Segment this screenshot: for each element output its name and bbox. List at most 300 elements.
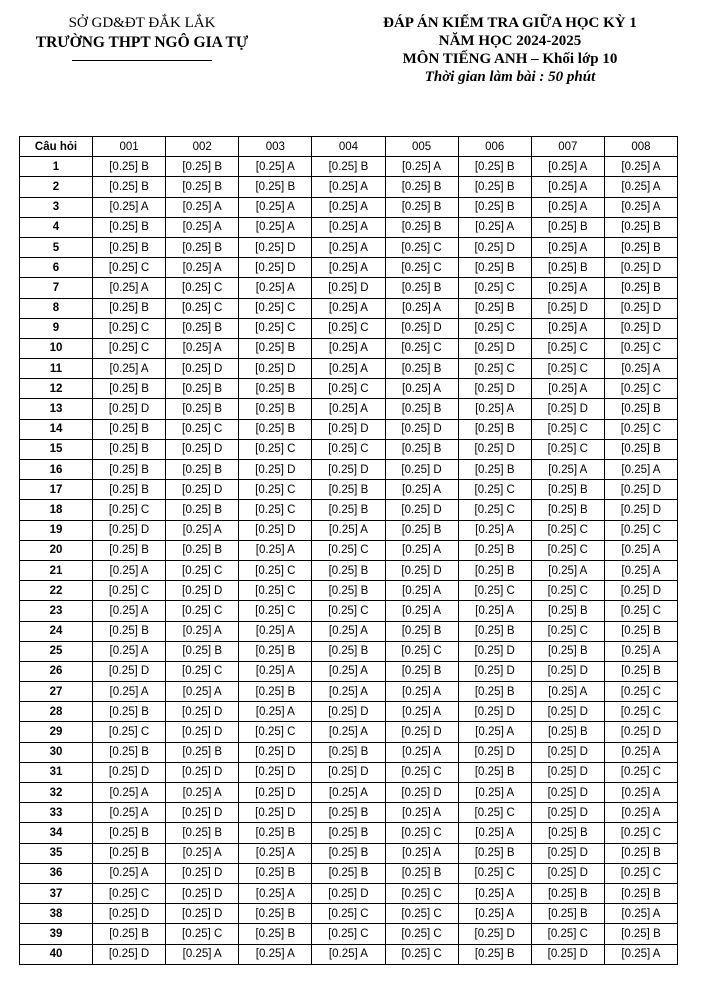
answer-cell: [0.25] C bbox=[93, 883, 166, 903]
answer-cell: [0.25] A bbox=[239, 540, 312, 560]
answer-cell: [0.25] D bbox=[312, 702, 385, 722]
answer-cell: [0.25] B bbox=[312, 581, 385, 601]
exam-code-header: 003 bbox=[239, 137, 312, 157]
answer-cell: [0.25] C bbox=[93, 338, 166, 358]
answer-cell: [0.25] B bbox=[385, 399, 458, 419]
answer-cell: [0.25] A bbox=[166, 217, 239, 237]
answer-cell: [0.25] C bbox=[166, 601, 239, 621]
answer-cell: [0.25] A bbox=[604, 803, 677, 823]
answer-cell: [0.25] A bbox=[531, 460, 604, 480]
question-number: 4 bbox=[20, 217, 93, 237]
answer-cell: [0.25] C bbox=[458, 278, 531, 298]
table-row bbox=[20, 944, 678, 964]
table-row bbox=[20, 762, 678, 782]
answer-cell: [0.25] D bbox=[458, 641, 531, 661]
answer-cell: [0.25] C bbox=[385, 924, 458, 944]
answer-cell: [0.25] C bbox=[531, 621, 604, 641]
answer-cell: [0.25] B bbox=[312, 480, 385, 500]
question-number: 37 bbox=[20, 883, 93, 903]
exam-code-header: 008 bbox=[604, 137, 677, 157]
answer-cell: [0.25] A bbox=[604, 540, 677, 560]
answer-cell: [0.25] B bbox=[312, 641, 385, 661]
answer-cell: [0.25] A bbox=[93, 641, 166, 661]
answer-cell: [0.25] B bbox=[312, 843, 385, 863]
answer-cell: [0.25] A bbox=[531, 379, 604, 399]
answer-cell: [0.25] D bbox=[604, 298, 677, 318]
answer-cell: [0.25] B bbox=[458, 621, 531, 641]
table-row bbox=[20, 803, 678, 823]
answer-cell: [0.25] D bbox=[531, 399, 604, 419]
answer-cell: [0.25] B bbox=[166, 823, 239, 843]
answer-cell: [0.25] A bbox=[604, 157, 677, 177]
answer-cell: [0.25] C bbox=[239, 298, 312, 318]
answer-cell: [0.25] A bbox=[166, 621, 239, 641]
answer-cell: [0.25] D bbox=[385, 419, 458, 439]
answer-cell: [0.25] B bbox=[531, 904, 604, 924]
answer-cell: [0.25] B bbox=[93, 823, 166, 843]
answer-cell: [0.25] B bbox=[531, 601, 604, 621]
answer-cell: [0.25] D bbox=[166, 904, 239, 924]
table-row bbox=[20, 298, 678, 318]
table-row bbox=[20, 157, 678, 177]
answer-cell: [0.25] B bbox=[458, 197, 531, 217]
answer-cell: [0.25] B bbox=[458, 762, 531, 782]
question-number: 14 bbox=[20, 419, 93, 439]
answer-cell: [0.25] A bbox=[312, 621, 385, 641]
answer-cell: [0.25] C bbox=[239, 318, 312, 338]
answer-cell: [0.25] C bbox=[312, 540, 385, 560]
answer-cell: [0.25] A bbox=[166, 682, 239, 702]
answer-cell: [0.25] B bbox=[93, 540, 166, 560]
answer-cell: [0.25] B bbox=[166, 460, 239, 480]
question-number: 25 bbox=[20, 641, 93, 661]
answer-cell: [0.25] C bbox=[312, 601, 385, 621]
table-row bbox=[20, 177, 678, 197]
answer-cell: [0.25] C bbox=[385, 762, 458, 782]
answer-cell: [0.25] A bbox=[312, 237, 385, 257]
table-row bbox=[20, 560, 678, 580]
answer-cell: [0.25] B bbox=[93, 742, 166, 762]
answer-cell: [0.25] A bbox=[458, 883, 531, 903]
answer-cell: [0.25] B bbox=[531, 722, 604, 742]
question-number: 7 bbox=[20, 278, 93, 298]
answer-cell: [0.25] B bbox=[604, 621, 677, 641]
answer-cell: [0.25] B bbox=[458, 560, 531, 580]
question-number: 29 bbox=[20, 722, 93, 742]
answer-cell: [0.25] D bbox=[239, 762, 312, 782]
answer-cell: [0.25] D bbox=[604, 500, 677, 520]
answer-cell: [0.25] A bbox=[604, 944, 677, 964]
answer-cell: [0.25] B bbox=[531, 480, 604, 500]
answer-cell: [0.25] B bbox=[93, 217, 166, 237]
answer-cell: [0.25] A bbox=[239, 883, 312, 903]
exam-code-header: 004 bbox=[312, 137, 385, 157]
answer-cell: [0.25] A bbox=[239, 702, 312, 722]
answer-cell: [0.25] B bbox=[239, 823, 312, 843]
answer-cell: [0.25] D bbox=[604, 581, 677, 601]
table-row bbox=[20, 480, 678, 500]
table-row bbox=[20, 823, 678, 843]
answer-cell: [0.25] D bbox=[312, 762, 385, 782]
answer-cell: [0.25] A bbox=[458, 823, 531, 843]
answer-cell: [0.25] A bbox=[93, 601, 166, 621]
table-row bbox=[20, 399, 678, 419]
answer-cell: [0.25] A bbox=[93, 783, 166, 803]
answer-cell: [0.25] A bbox=[166, 338, 239, 358]
answer-cell: [0.25] D bbox=[166, 803, 239, 823]
table-row bbox=[20, 702, 678, 722]
answer-cell: [0.25] C bbox=[604, 601, 677, 621]
answer-cell: [0.25] B bbox=[312, 863, 385, 883]
answer-cell: [0.25] A bbox=[93, 682, 166, 702]
answer-cell: [0.25] A bbox=[385, 480, 458, 500]
answer-cell: [0.25] A bbox=[385, 682, 458, 702]
answer-cell: [0.25] D bbox=[531, 863, 604, 883]
answer-cell: [0.25] C bbox=[312, 379, 385, 399]
table-row bbox=[20, 661, 678, 681]
answer-cell: [0.25] A bbox=[312, 338, 385, 358]
answer-cell: [0.25] D bbox=[239, 742, 312, 762]
answer-cell: [0.25] D bbox=[604, 480, 677, 500]
question-number: 6 bbox=[20, 258, 93, 278]
answer-cell: [0.25] D bbox=[531, 762, 604, 782]
answer-cell: [0.25] B bbox=[93, 460, 166, 480]
answer-cell: [0.25] D bbox=[458, 742, 531, 762]
answer-cell: [0.25] B bbox=[239, 177, 312, 197]
answer-cell: [0.25] C bbox=[531, 419, 604, 439]
header-divider bbox=[72, 60, 212, 61]
answer-cell: [0.25] A bbox=[239, 197, 312, 217]
answer-cell: [0.25] C bbox=[458, 318, 531, 338]
answer-cell: [0.25] A bbox=[385, 581, 458, 601]
answer-cell: [0.25] C bbox=[166, 924, 239, 944]
answer-cell: [0.25] C bbox=[312, 904, 385, 924]
question-number: 35 bbox=[20, 843, 93, 863]
answer-cell: [0.25] B bbox=[458, 682, 531, 702]
answer-cell: [0.25] C bbox=[93, 500, 166, 520]
answer-cell: [0.25] D bbox=[312, 419, 385, 439]
answer-cell: [0.25] B bbox=[604, 924, 677, 944]
table-row bbox=[20, 460, 678, 480]
question-number: 38 bbox=[20, 904, 93, 924]
answer-cell: [0.25] A bbox=[604, 904, 677, 924]
answer-cell: [0.25] A bbox=[312, 682, 385, 702]
answer-cell: [0.25] A bbox=[385, 157, 458, 177]
table-row bbox=[20, 500, 678, 520]
table-row bbox=[20, 258, 678, 278]
exam-code-header: 006 bbox=[458, 137, 531, 157]
answer-cell: [0.25] D bbox=[312, 460, 385, 480]
table-row bbox=[20, 904, 678, 924]
answer-cell: [0.25] A bbox=[531, 318, 604, 338]
answer-cell: [0.25] A bbox=[93, 863, 166, 883]
answer-cell: [0.25] D bbox=[604, 258, 677, 278]
answer-cell: [0.25] C bbox=[604, 823, 677, 843]
answer-cell: [0.25] D bbox=[93, 520, 166, 540]
table-row bbox=[20, 439, 678, 459]
answer-cell: [0.25] A bbox=[312, 783, 385, 803]
question-number: 30 bbox=[20, 742, 93, 762]
answer-cell: [0.25] B bbox=[458, 460, 531, 480]
answer-cell: [0.25] C bbox=[531, 338, 604, 358]
answer-cell: [0.25] A bbox=[166, 843, 239, 863]
answer-cell: [0.25] C bbox=[166, 298, 239, 318]
answer-cell: [0.25] C bbox=[458, 500, 531, 520]
answer-cell: [0.25] D bbox=[93, 904, 166, 924]
answer-cell: [0.25] B bbox=[166, 641, 239, 661]
answer-cell: [0.25] D bbox=[458, 661, 531, 681]
answer-cell: [0.25] D bbox=[458, 702, 531, 722]
answer-cell: [0.25] C bbox=[604, 419, 677, 439]
answer-cell: [0.25] B bbox=[239, 924, 312, 944]
answer-cell: [0.25] A bbox=[385, 298, 458, 318]
question-number: 18 bbox=[20, 500, 93, 520]
question-number: 16 bbox=[20, 460, 93, 480]
question-number: 3 bbox=[20, 197, 93, 217]
answer-cell: [0.25] B bbox=[239, 904, 312, 924]
answer-cell: [0.25] B bbox=[385, 439, 458, 459]
answer-cell: [0.25] D bbox=[604, 318, 677, 338]
question-number: 40 bbox=[20, 944, 93, 964]
question-number: 20 bbox=[20, 540, 93, 560]
answer-cell: [0.25] C bbox=[531, 359, 604, 379]
answer-cell: [0.25] A bbox=[166, 520, 239, 540]
answer-cell: [0.25] B bbox=[93, 621, 166, 641]
answer-cell: [0.25] B bbox=[166, 318, 239, 338]
answer-cell: [0.25] C bbox=[604, 520, 677, 540]
question-number: 24 bbox=[20, 621, 93, 641]
answer-cell: [0.25] A bbox=[604, 742, 677, 762]
answer-cell: [0.25] D bbox=[166, 581, 239, 601]
question-number: 39 bbox=[20, 924, 93, 944]
question-number: 22 bbox=[20, 581, 93, 601]
answer-cell: [0.25] A bbox=[166, 197, 239, 217]
answer-cell: [0.25] B bbox=[166, 399, 239, 419]
answer-cell: [0.25] C bbox=[458, 581, 531, 601]
answer-cell: [0.25] B bbox=[166, 742, 239, 762]
answer-cell: [0.25] B bbox=[531, 217, 604, 237]
answer-cell: [0.25] B bbox=[93, 924, 166, 944]
answer-cell: [0.25] A bbox=[604, 783, 677, 803]
answer-cell: [0.25] D bbox=[166, 480, 239, 500]
answer-cell: [0.25] A bbox=[312, 944, 385, 964]
answer-key-table bbox=[19, 136, 678, 965]
answer-cell: [0.25] C bbox=[531, 439, 604, 459]
answer-cell: [0.25] C bbox=[166, 419, 239, 439]
answer-cell: [0.25] D bbox=[458, 338, 531, 358]
answer-cell: [0.25] C bbox=[166, 278, 239, 298]
answer-cell: [0.25] A bbox=[458, 520, 531, 540]
answer-cell: [0.25] C bbox=[604, 702, 677, 722]
question-number: 17 bbox=[20, 480, 93, 500]
answer-cell: [0.25] D bbox=[312, 883, 385, 903]
answer-cell: [0.25] A bbox=[385, 803, 458, 823]
answer-cell: [0.25] A bbox=[312, 520, 385, 540]
answer-cell: [0.25] D bbox=[93, 399, 166, 419]
table-row bbox=[20, 318, 678, 338]
answer-cell: [0.25] B bbox=[312, 157, 385, 177]
answer-cell: [0.25] B bbox=[93, 379, 166, 399]
answer-cell: [0.25] A bbox=[239, 843, 312, 863]
question-number: 15 bbox=[20, 439, 93, 459]
table-row bbox=[20, 359, 678, 379]
exam-header bbox=[345, 14, 675, 86]
answer-cell: [0.25] B bbox=[93, 419, 166, 439]
answer-cell: [0.25] C bbox=[239, 439, 312, 459]
table-row bbox=[20, 843, 678, 863]
answer-cell: [0.25] B bbox=[531, 883, 604, 903]
answer-cell: [0.25] A bbox=[531, 682, 604, 702]
table-row bbox=[20, 863, 678, 883]
answer-cell: [0.25] B bbox=[604, 439, 677, 459]
answer-cell: [0.25] B bbox=[604, 278, 677, 298]
answer-cell: [0.25] A bbox=[458, 783, 531, 803]
answer-cell: [0.25] C bbox=[166, 661, 239, 681]
answer-cell: [0.25] B bbox=[458, 419, 531, 439]
question-number: 19 bbox=[20, 520, 93, 540]
answer-cell: [0.25] C bbox=[239, 560, 312, 580]
answer-cell: [0.25] B bbox=[239, 682, 312, 702]
answer-cell: [0.25] C bbox=[385, 823, 458, 843]
answer-cell: [0.25] D bbox=[531, 702, 604, 722]
answer-cell: [0.25] A bbox=[93, 560, 166, 580]
answer-cell: [0.25] C bbox=[239, 601, 312, 621]
answer-cell: [0.25] D bbox=[93, 661, 166, 681]
answer-cell: [0.25] D bbox=[166, 762, 239, 782]
answer-cell: [0.25] C bbox=[385, 883, 458, 903]
answer-cell: [0.25] B bbox=[93, 439, 166, 459]
answer-cell: [0.25] A bbox=[458, 904, 531, 924]
answer-cell: [0.25] C bbox=[604, 379, 677, 399]
answer-cell: [0.25] D bbox=[458, 439, 531, 459]
answer-cell: [0.25] A bbox=[239, 661, 312, 681]
answer-cell: [0.25] B bbox=[93, 480, 166, 500]
answer-cell: [0.25] B bbox=[385, 177, 458, 197]
answer-cell: [0.25] A bbox=[312, 399, 385, 419]
question-number: 9 bbox=[20, 318, 93, 338]
answer-cell: [0.25] B bbox=[458, 540, 531, 560]
answer-cell: [0.25] B bbox=[531, 500, 604, 520]
answer-cell: [0.25] A bbox=[312, 722, 385, 742]
answer-cell: [0.25] C bbox=[93, 722, 166, 742]
table-row bbox=[20, 520, 678, 540]
question-number: 36 bbox=[20, 863, 93, 883]
answer-cell: [0.25] C bbox=[385, 237, 458, 257]
exam-code-header: 002 bbox=[166, 137, 239, 157]
question-column-header: Câu hỏi bbox=[20, 137, 93, 157]
table-row bbox=[20, 338, 678, 358]
answer-cell: [0.25] B bbox=[385, 197, 458, 217]
answer-cell: [0.25] A bbox=[166, 258, 239, 278]
answer-cell: [0.25] C bbox=[458, 359, 531, 379]
answer-rows bbox=[20, 157, 678, 965]
answer-cell: [0.25] A bbox=[312, 661, 385, 681]
answer-cell: [0.25] B bbox=[458, 944, 531, 964]
table-row bbox=[20, 278, 678, 298]
answer-cell: [0.25] A bbox=[531, 197, 604, 217]
answer-cell: [0.25] A bbox=[458, 217, 531, 237]
table-row bbox=[20, 621, 678, 641]
answer-cell: [0.25] D bbox=[239, 783, 312, 803]
answer-cell: [0.25] B bbox=[604, 217, 677, 237]
answer-cell: [0.25] C bbox=[385, 904, 458, 924]
table-row bbox=[20, 742, 678, 762]
answer-cell: [0.25] D bbox=[531, 298, 604, 318]
answer-cell: [0.25] A bbox=[166, 783, 239, 803]
answer-cell: [0.25] D bbox=[239, 359, 312, 379]
table-row bbox=[20, 379, 678, 399]
answer-cell: [0.25] D bbox=[531, 661, 604, 681]
answer-cell: [0.25] B bbox=[604, 661, 677, 681]
answer-cell: [0.25] B bbox=[604, 843, 677, 863]
table-row bbox=[20, 682, 678, 702]
question-number: 21 bbox=[20, 560, 93, 580]
answer-cell: [0.25] B bbox=[458, 298, 531, 318]
answer-cell: [0.25] B bbox=[312, 560, 385, 580]
answer-cell: [0.25] D bbox=[239, 520, 312, 540]
answer-cell: [0.25] A bbox=[93, 359, 166, 379]
question-number: 10 bbox=[20, 338, 93, 358]
answer-cell: [0.25] C bbox=[93, 318, 166, 338]
answer-cell: [0.25] D bbox=[166, 702, 239, 722]
answer-cell: [0.25] B bbox=[312, 500, 385, 520]
answer-cell: [0.25] B bbox=[385, 520, 458, 540]
answer-cell: [0.25] A bbox=[458, 399, 531, 419]
table-row bbox=[20, 722, 678, 742]
answer-cell: [0.25] C bbox=[385, 944, 458, 964]
answer-cell: [0.25] C bbox=[458, 480, 531, 500]
answer-cell: [0.25] C bbox=[239, 581, 312, 601]
answer-cell: [0.25] A bbox=[312, 359, 385, 379]
answer-cell: [0.25] D bbox=[458, 924, 531, 944]
answer-cell: [0.25] D bbox=[604, 722, 677, 742]
exam-title: ĐÁP ÁN KIỂM TRA GIỮA HỌC KỲ 1 bbox=[383, 15, 637, 31]
answer-cell: [0.25] D bbox=[166, 439, 239, 459]
table-row bbox=[20, 217, 678, 237]
answer-cell: [0.25] A bbox=[239, 157, 312, 177]
answer-cell: [0.25] D bbox=[312, 278, 385, 298]
answer-cell: [0.25] C bbox=[239, 722, 312, 742]
answer-cell: [0.25] B bbox=[531, 641, 604, 661]
table-row bbox=[20, 924, 678, 944]
table-row bbox=[20, 641, 678, 661]
answer-cell: [0.25] A bbox=[312, 197, 385, 217]
exam-code-header: 007 bbox=[531, 137, 604, 157]
answer-cell: [0.25] C bbox=[166, 560, 239, 580]
answer-cell: [0.25] D bbox=[166, 863, 239, 883]
question-number: 2 bbox=[20, 177, 93, 197]
answer-cell: [0.25] A bbox=[604, 359, 677, 379]
answer-cell: [0.25] B bbox=[531, 258, 604, 278]
table-row bbox=[20, 540, 678, 560]
answer-cell: [0.25] C bbox=[604, 682, 677, 702]
answer-cell: [0.25] B bbox=[93, 177, 166, 197]
answer-cell: [0.25] A bbox=[239, 621, 312, 641]
answer-cell: [0.25] B bbox=[166, 237, 239, 257]
question-number: 13 bbox=[20, 399, 93, 419]
answer-cell: [0.25] C bbox=[385, 338, 458, 358]
answer-cell: [0.25] D bbox=[531, 843, 604, 863]
answer-cell: [0.25] C bbox=[239, 480, 312, 500]
school-header bbox=[22, 14, 262, 61]
answer-cell: [0.25] D bbox=[385, 318, 458, 338]
answer-cell: [0.25] C bbox=[312, 439, 385, 459]
question-number: 23 bbox=[20, 601, 93, 621]
answer-cell: [0.25] B bbox=[93, 157, 166, 177]
answer-cell: [0.25] D bbox=[166, 359, 239, 379]
question-number: 11 bbox=[20, 359, 93, 379]
table-row bbox=[20, 783, 678, 803]
